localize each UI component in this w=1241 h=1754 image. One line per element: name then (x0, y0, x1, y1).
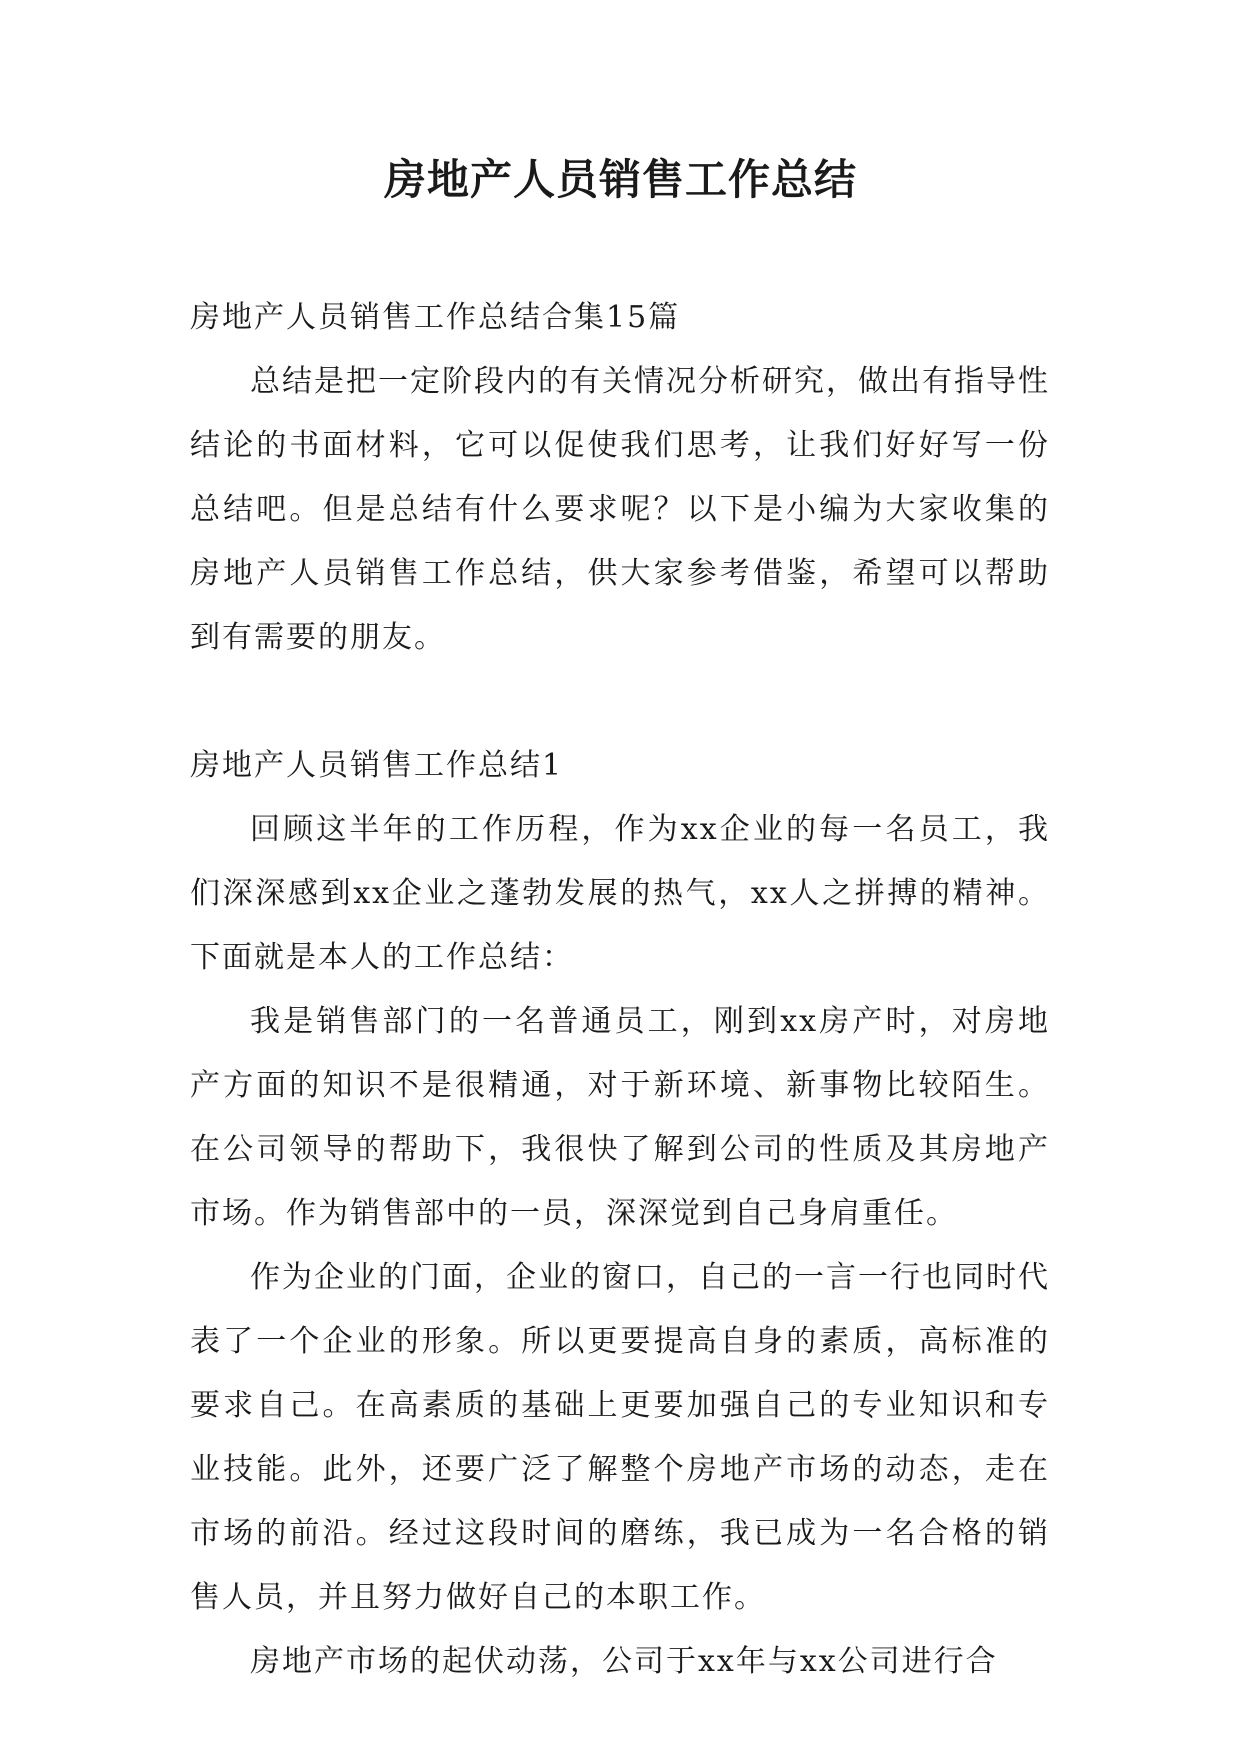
body-paragraph: 我是销售部门的一名普通员工，刚到xx房产时，对房地产方面的知识不是很精通，对于新环境、新事物比较陌生。在公司领导的帮助下，我很快了解到公司的性质及其房地产市场。作为销售部中的一员，深深觉到自己身肩重任。 (190, 1004, 1050, 1231)
document-subtitle: 房地产人员销售工作总结合集15篇 (190, 300, 681, 335)
body-paragraph: 回顾这半年的工作历程，作为xx企业的每一名员工，我们深深感到xx企业之蓬勃发展的热气，xx人之拼搏的精神。下面就是本人的工作总结： (190, 812, 1050, 975)
document-body (190, 286, 1050, 1694)
intro-paragraph: 总结是把一定阶段内的有关情况分析研究，做出有指导性结论的书面材料，它可以促使我们思考，让我们好好写一份总结吧。但是总结有什么要求呢？以下是小编为大家收集的房地产人员销售工作总结，供大家参考借鉴，希望可以帮助到有需要的朋友。 (190, 364, 1050, 655)
document-title: 房地产人员销售工作总结 (383, 155, 857, 204)
section-heading: 房地产人员销售工作总结1 (190, 748, 564, 783)
body-paragraph: 房地产市场的起伏动荡，公司于xx年与xx公司进行合 (250, 1644, 998, 1679)
body-paragraph: 作为企业的门面，企业的窗口，自己的一言一行也同时代表了一个企业的形象。所以更要提高自身的素质，高标准的要求自己。在高素质的基础上更要加强自己的专业知识和专业技能。此外，还要广泛了解整个房地产市场的动态，走在市场的前沿。经过这段时间的磨练，我已成为一名合格的销售人员，并且努力做好自己的本职工作。 (190, 1260, 1050, 1615)
